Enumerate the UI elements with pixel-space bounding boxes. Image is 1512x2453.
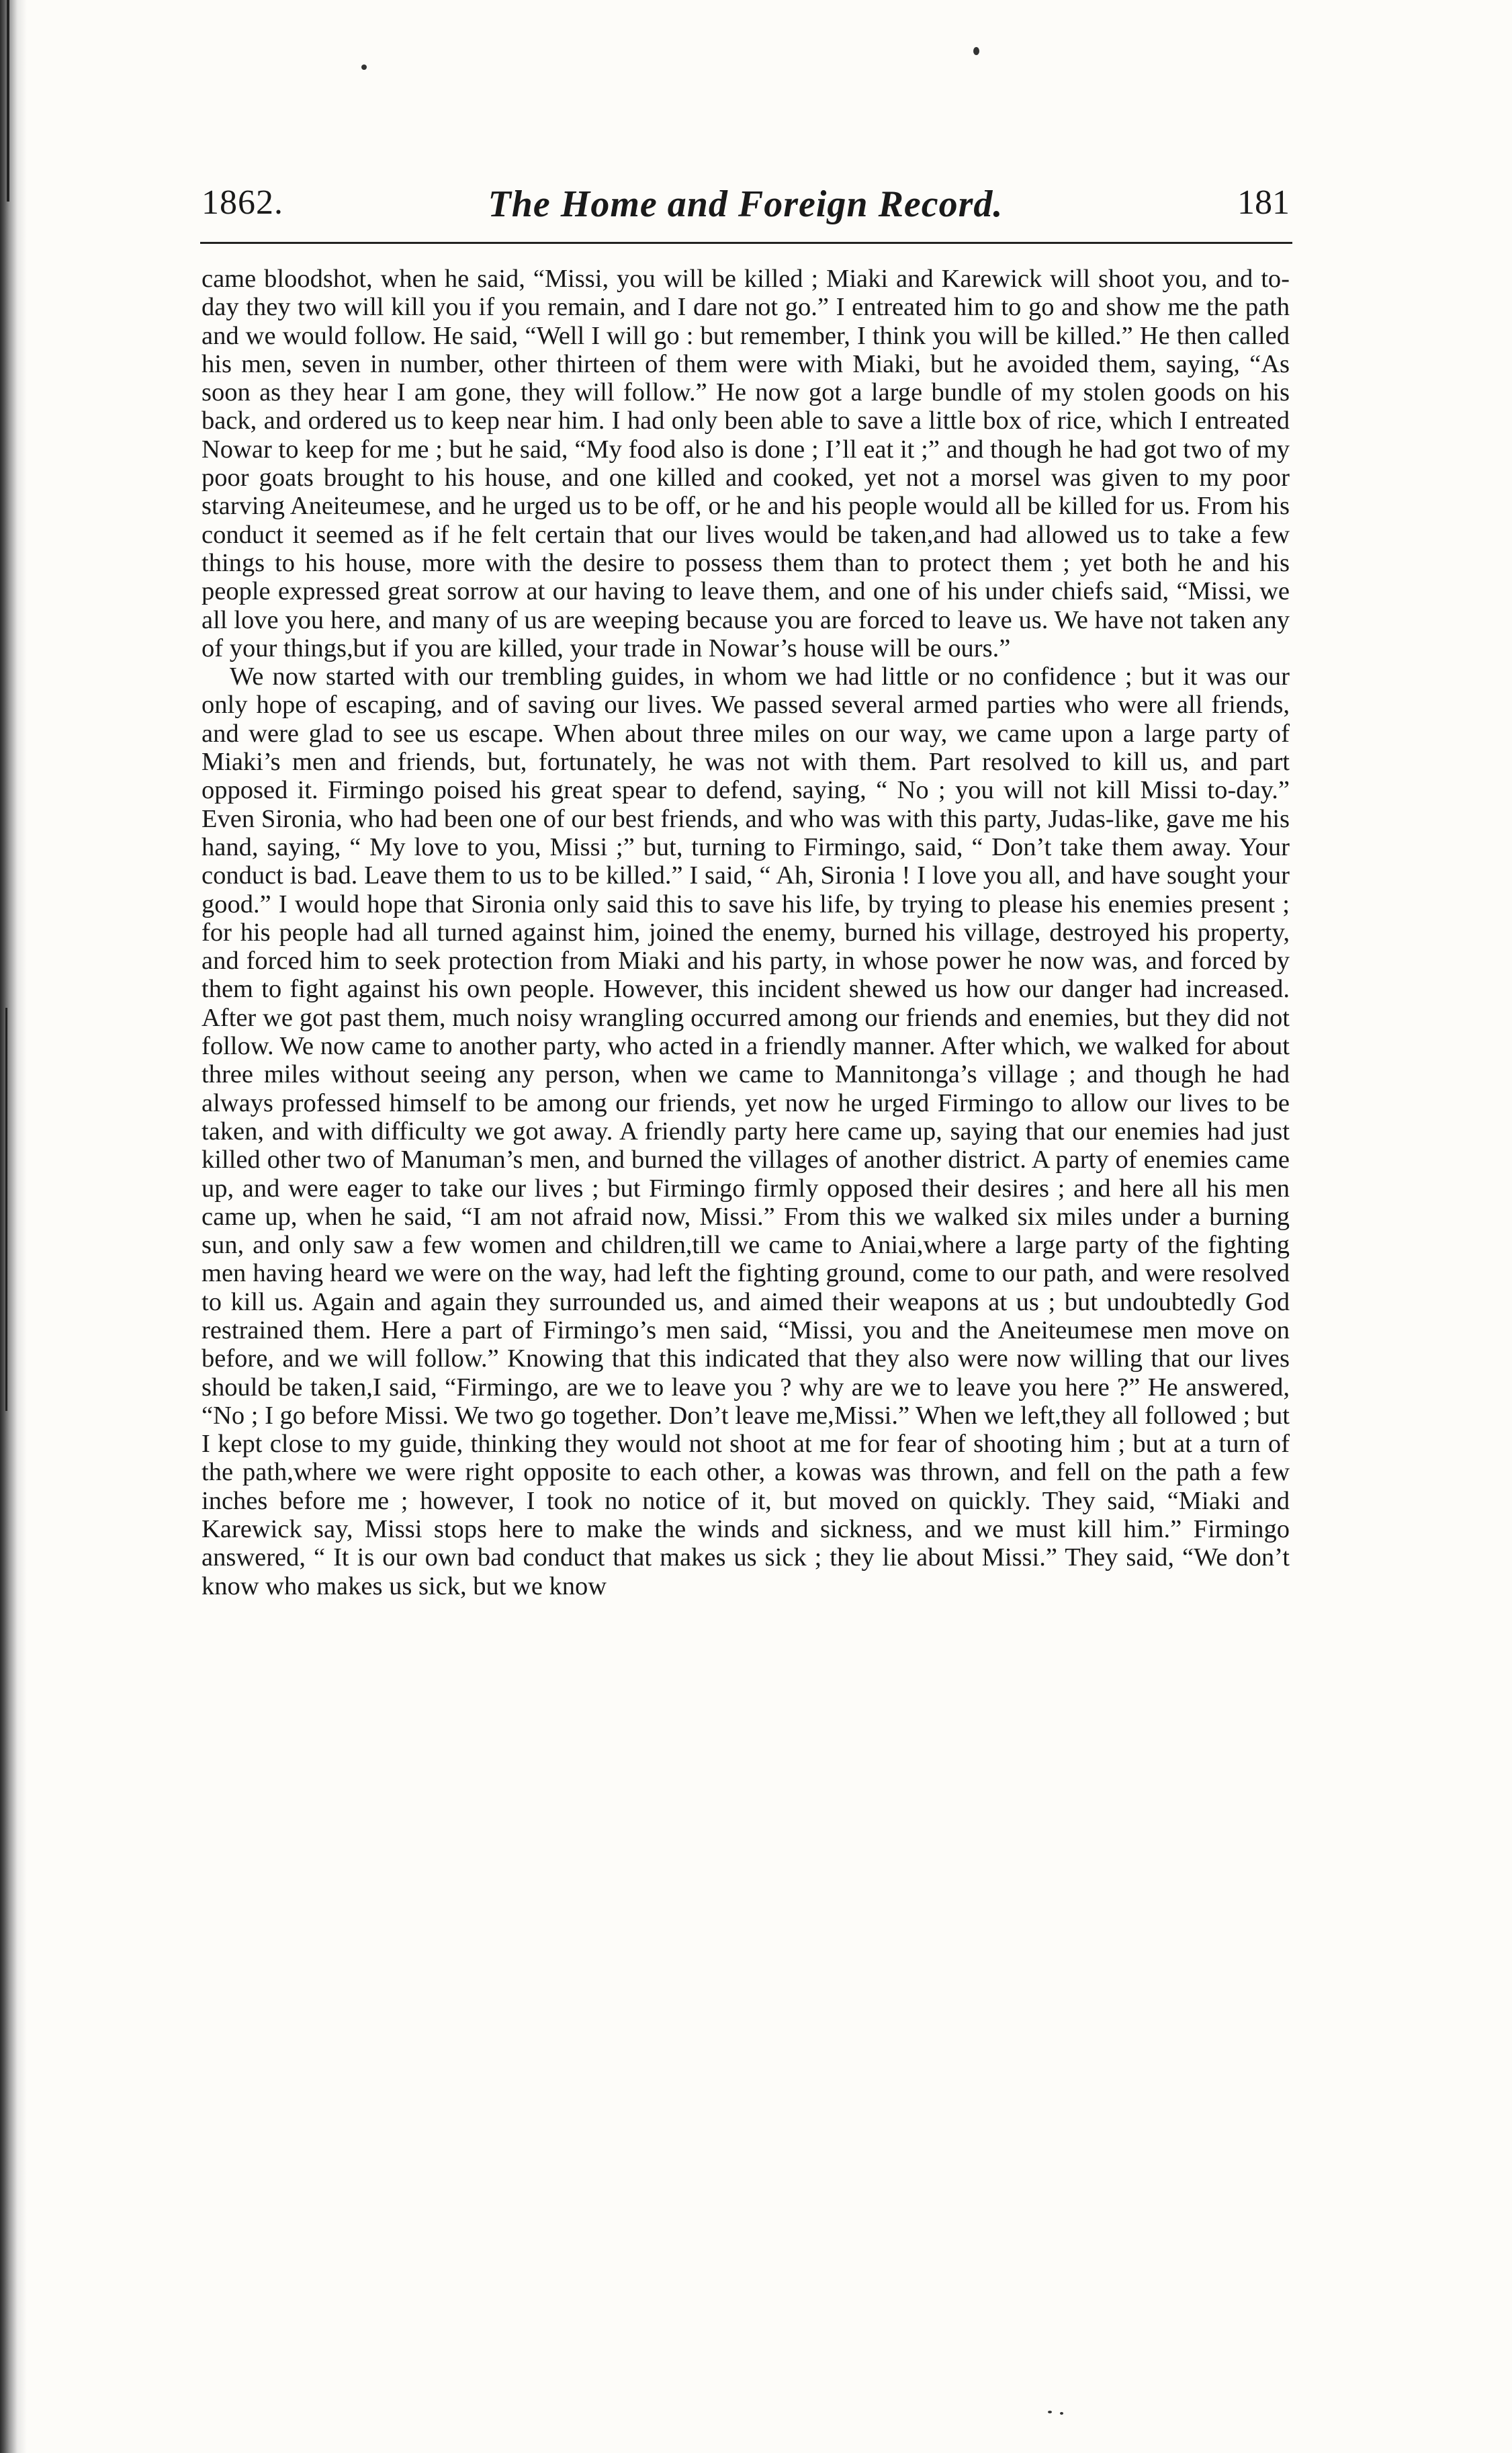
header-page-number: 181 bbox=[1237, 183, 1290, 222]
paragraph-1: came bloodshot, when he said, “Missi, you will be killed ; Miaki and Karewick will shoot you, and to-day they two will kill you if you remain, and I dare not go.” I entreated him to go and show me the path and we would follow. He said, “Well I will go : but remember, I think you will be killed.” He then called his men, seven in number, other thirteen of them were with Miaki, but he avoided them, saying, “As soon as they hear I am gone, they will follow.” He now got a large bundle of my stolen goods on his back, and ordered us to keep near him. I had only been able to save a little box of rice, which I entreated Nowar to keep for me ; but he said, “My food also is done ; I’ll eat it ;” and though he had got two of my poor goats brought to his house, and one killed and cooked, yet not a morsel was given to my poor starving Aneiteumese, and he urged us to be off, or he and his people would all be killed for us. From his conduct it seemed as if he felt certain that our lives would be taken,and had allowed us to take a few things to his house, more with the desire to possess them than to protect them ; yet both he and his people expressed great sorrow at our having to leave them, and one of his under chiefs said, “Missi, we all love you here, and many of us are weeping because you are forced to leave us. We have not taken any of your things,but if you are killed, your trade in Nowar’s house will be ours.” bbox=[202, 265, 1290, 662]
header-year: 1862. bbox=[202, 183, 283, 222]
body-text bbox=[202, 265, 1290, 1600]
binding-gutter-shadow bbox=[0, 0, 27, 2453]
binding-edge-mark bbox=[7, 0, 9, 202]
print-speck bbox=[973, 47, 979, 55]
binding-edge-mark bbox=[5, 1008, 7, 1411]
print-speck bbox=[1048, 2411, 1052, 2413]
header-rule bbox=[200, 242, 1292, 244]
paragraph-2: We now started with our trembling guides, in whom we had little or no confidence ; but it was our only hope of escaping, and of saving our lives. We passed several armed parties who were all friends, and were glad to see us escape. When about three miles on our way, we came upon a large party of Miaki’s men and friends, but, fortunately, he was not with them. Part resolved to kill us, and part opposed it. Firmingo poised his great spear to defend, saying, “ No ; you will not kill Missi to-day.” Even Sironia, who had been one of our best friends, and who was with this party, Judas-like, gave me his hand, saying, “ My love to you, Missi ;” but, turning to Firmingo, said, “ Don’t take them away. Your conduct is bad. Leave them to us to be killed.” I said, “ Ah, Sironia ! I love you all, and have sought your good.” I would hope that Sironia only said this to save his life, by trying to please his enemies present ; for his people had all turned against him, joined the enemy, burned his village, destroyed his property, and forced him to seek protection from Miaki and his party, in whose power he now was, and forced by them to fight against his own people. However, this incident shewed us how our danger had increased. After we got past them, much noisy wrangling occurred among our friends and enemies, but they did not follow. We now came to another party, who acted in a friendly manner. After which, we walked for about three miles without seeing any person, when we came to Mannitonga’s village ; and though he had always professed himself to be among our friends, yet now he urged Firmingo to allow our lives to be taken, and with difficulty we got away. A friendly party here came up, saying that our enemies had just killed other two of Manuman’s men, and burned the villages of another district. A party of enemies came up, and were eager to take our lives ; but Firmingo firmly opposed their desires ; and here all his men came up, when he said, “I am not afraid now, Missi.” From this we walked six miles under a burning sun, and only saw a few women and children,till we came to Aniai,where a large party of the fighting men having heard we were on the way, had left the fighting ground, come to our path, and were resolved to kill us. Again and again they surrounded us, and aimed their weapons at us ; but undoubtedly God restrained them. Here a part of Firmingo’s men said, “Missi, you and the Aneiteumese men move on before, and we will follow.” Knowing that this indicated that they also were now willing that our lives should be taken,I said, “Firmingo, are we to leave you ? why are we to leave you here ?” He answered, “No ; I go before Missi. We two go together. Don’t leave me,Missi.” When we left,they all followed ; but I kept close to my guide, thinking they would not shoot at me for fear of shooting him ; but at a turn of the path,where we were right opposite to each other, a kowas was thrown, and fell on the path a few inches before me ; however, I took no notice of it, but moved on quickly. They said, “Miaki and Karewick say, Missi stops here to make the winds and sickness, and we must kill him.” Firmingo answered, “ It is our own bad conduct that makes us sick ; they lie about Missi.” They said, “We don’t know who makes us sick, but we know bbox=[202, 662, 1290, 1600]
running-header bbox=[202, 183, 1290, 236]
print-speck bbox=[1060, 2412, 1063, 2415]
print-speck bbox=[361, 64, 367, 70]
header-title: The Home and Foreign Record. bbox=[488, 183, 1004, 225]
